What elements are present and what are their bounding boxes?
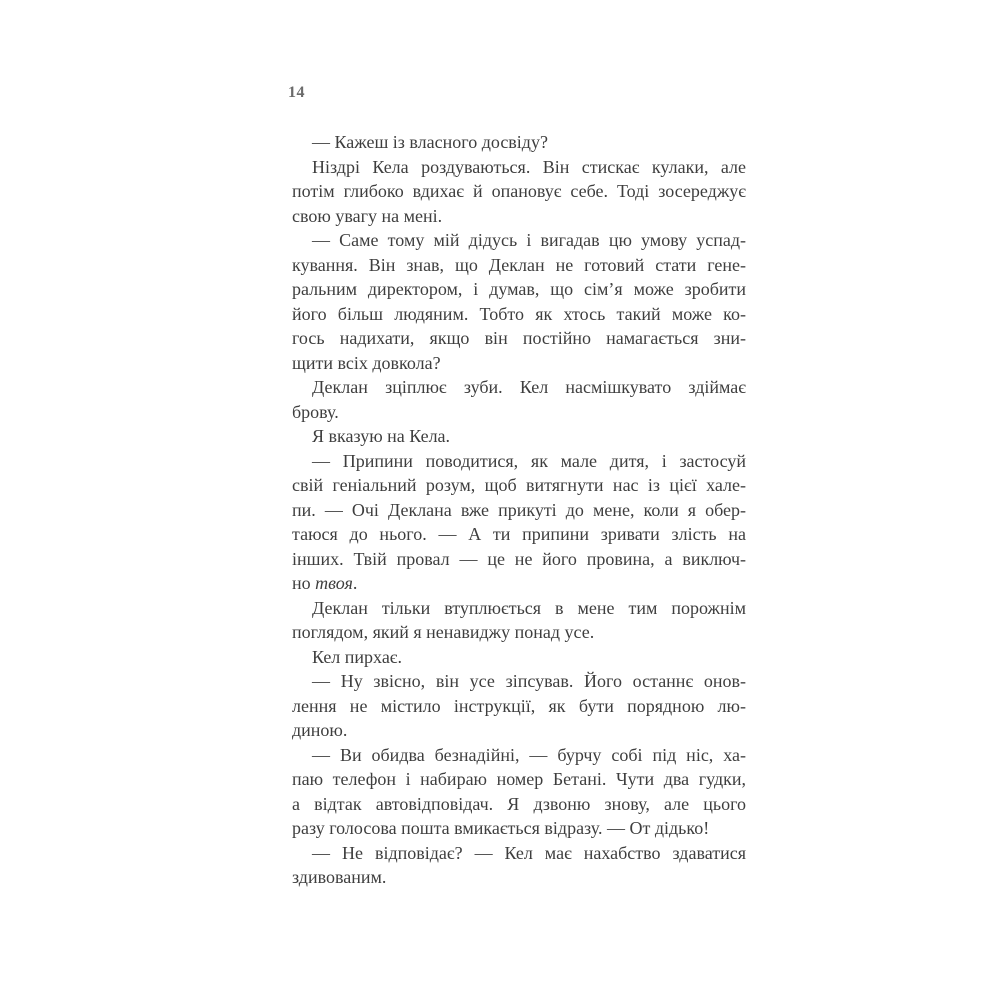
text-line: пи. — Очі Деклана вже прикуті до мене, коли я обер- [292, 499, 746, 520]
text-line: — Ну звісно, він усе зіпсував. Його останнє онов- [312, 671, 746, 691]
text-line: Кел пирхає. [312, 646, 403, 667]
text-line: — Припини поводитися, як мале дитя, і застосуй [312, 450, 746, 471]
text-line: Деклан тільки втуплюється в мене тим порожнім [312, 597, 746, 618]
text-line: щити всіх довкола? [292, 352, 441, 373]
text-line: Деклан зціплює зуби. Кел насмішкувато здіймає [312, 377, 746, 397]
text-line: — Ви обидва безнадійні, — бурчу собі під ніс, ха- [312, 744, 746, 765]
text-line: а відтак автовідповідач. Я дзвоню знову, але цього [292, 793, 746, 814]
text-line: свою увагу на мені. [292, 205, 443, 226]
text-line: разу голосова пошта вмикається відразу. — От дідько! [292, 818, 710, 838]
text-line: Ніздрі Кела роздуваються. Він стискає кулаки, але [312, 156, 746, 177]
text-line: — Не відповідає? — Кел має нахабство здаватися [312, 842, 746, 863]
text-line: кування. Він знав, що Деклан не готовий стати гене- [292, 254, 746, 275]
text-line: інших. Твій провал — це не його провина, а виключ- [292, 548, 746, 569]
text-line: Я вказую на Кела. [312, 426, 451, 446]
text-line: поглядом, який я ненавиджу понад усе. [292, 622, 595, 642]
text-line: диною. [292, 720, 348, 740]
text-line: гось надихати, якщо він постійно намагається зни- [292, 328, 746, 348]
text-line: його більш людяним. Тобто як хтось такий може ко- [292, 303, 746, 324]
page-number: 14 [288, 84, 305, 101]
text-line: лення не містило інструкції, як бути порядною лю- [292, 695, 746, 716]
text-block [292, 130, 746, 890]
text-line: — Кажеш із власного досвіду? [312, 132, 548, 152]
text-line: здивованим. [292, 867, 387, 887]
text-line: паю телефон і набираю номер Бетані. Чути два гудки, [292, 769, 746, 789]
text-line: таюся до нього. — А ти припини зривати злість на [292, 524, 746, 544]
text-line: потім глибоко вдихає й опановує себе. Тоді зосереджує [292, 181, 746, 201]
text-line: свій геніальний розум, щоб витягнути нас із цієї хале- [292, 475, 746, 495]
text-line: — Саме тому мій дідусь і вигадав цю умову успад- [312, 230, 746, 250]
text-line: брову. [292, 401, 339, 422]
text-line: но твоя. [292, 573, 358, 593]
text-line: ральним директором, і думав, що сім’я може зробити [292, 279, 746, 299]
